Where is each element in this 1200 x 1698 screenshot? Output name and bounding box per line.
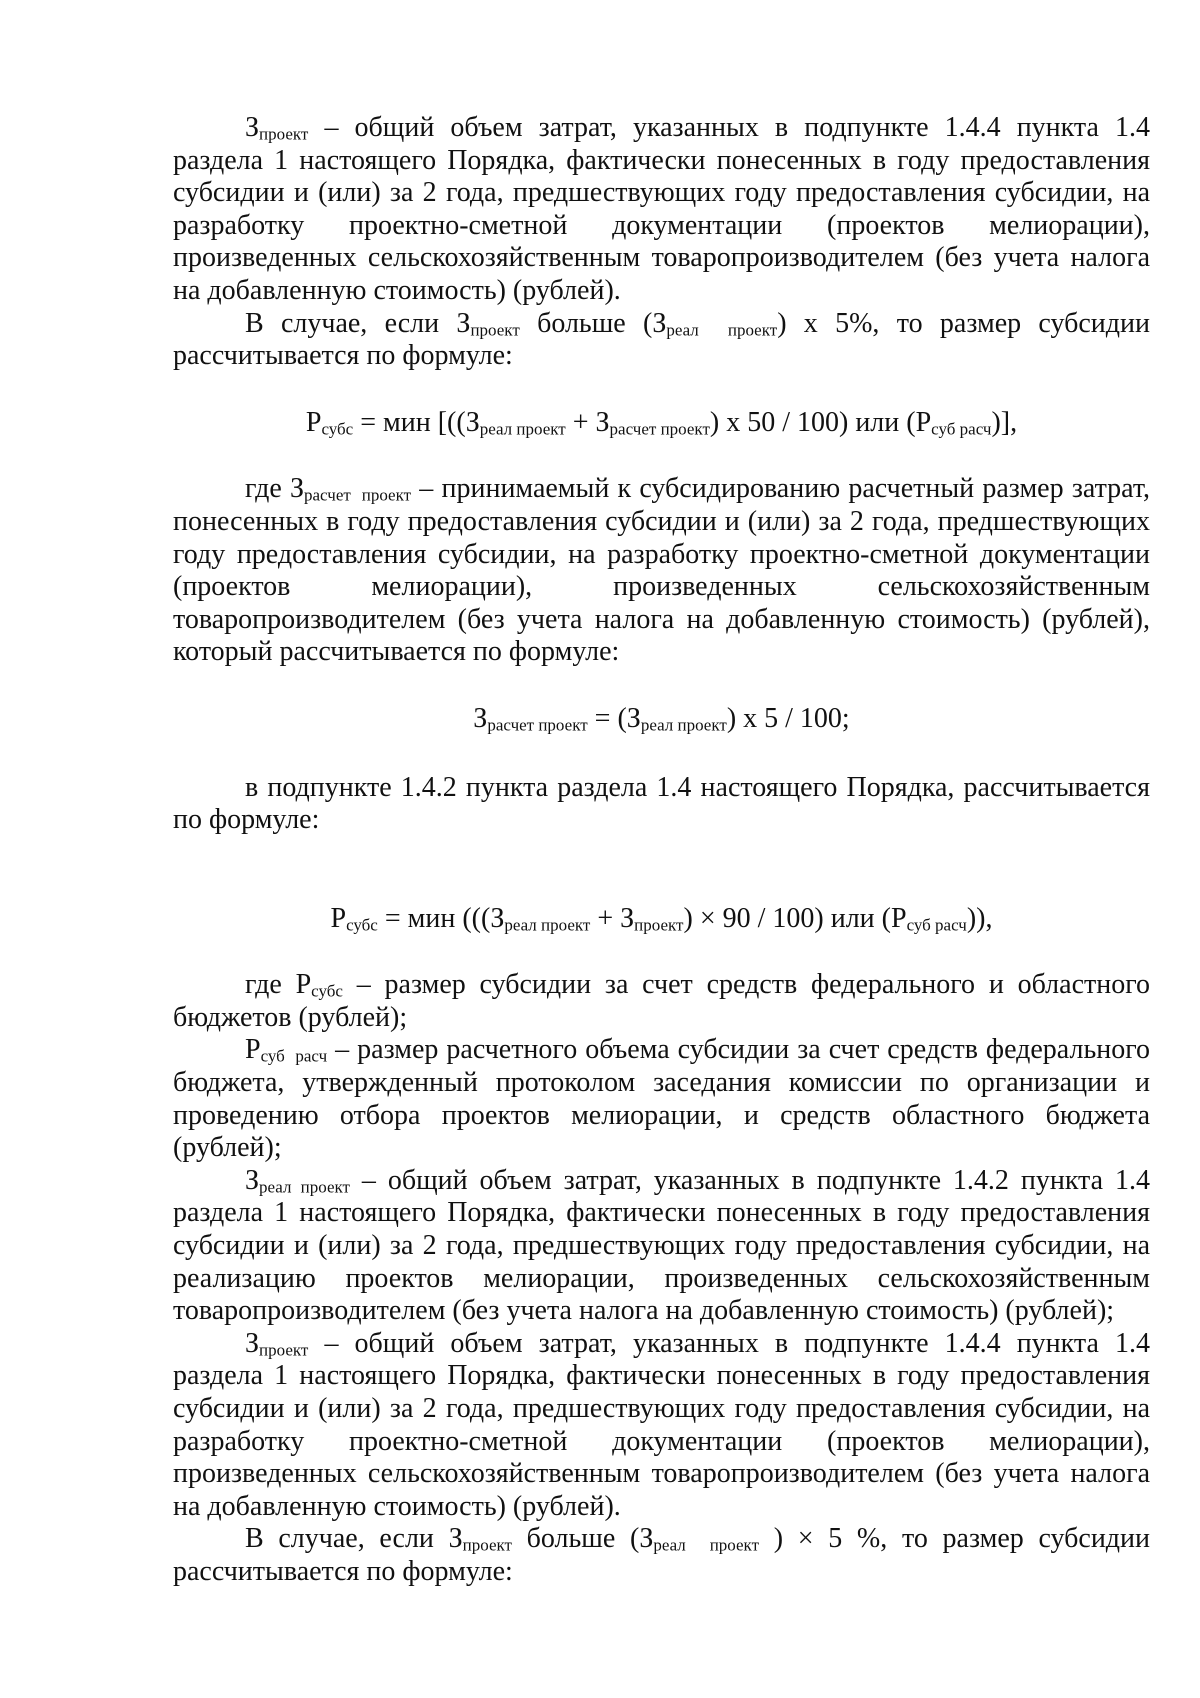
symbol-letter: Р	[245, 1034, 261, 1066]
symbol-subscript: суб расч	[931, 419, 992, 439]
paragraph-text: больше (	[519, 307, 653, 339]
symbol-subscript: реал проект	[504, 915, 591, 935]
paragraph-text: где	[245, 473, 290, 505]
symbol-letter: З	[639, 1523, 654, 1555]
symbol-subscript: реал проект	[653, 1536, 760, 1556]
symbol-letter: З	[456, 307, 471, 339]
formula-text: ) × 90 / 100) или (	[683, 902, 891, 934]
symbol-subscript: суб расч	[260, 1047, 328, 1067]
symbol-subscript: суб расч	[906, 915, 967, 935]
symbol-subscript: расчет проект	[609, 419, 710, 439]
paragraph-text: В случае, если	[245, 307, 457, 339]
paragraph-r-subs-definition	[173, 969, 1150, 1034]
formula-text: )],	[991, 406, 1018, 438]
formula-z-raschet	[173, 703, 1150, 736]
paragraph-text: ) × 5 %, то размер субсидии рассчитывается по формуле:	[173, 1523, 1151, 1587]
spacer	[173, 373, 1150, 407]
spacer	[173, 837, 1150, 903]
paragraph-subpoint-1-4-2	[173, 772, 1150, 837]
symbol-letter: З	[465, 406, 480, 438]
formula-text: ) х 5 / 100;	[726, 702, 850, 734]
paragraph-condition-2	[173, 1523, 1150, 1588]
symbol-subscript: расчет проект	[304, 486, 412, 506]
spacer	[173, 935, 1150, 969]
symbol-subscript: реал проект	[479, 419, 566, 439]
symbol-subscript: проект	[462, 1536, 512, 1556]
paragraph-text: – общий объем затрат, указанных в подпункте 1.4.2 пункта 1.4 раздела 1 настоящего Порядка, фактически понесенных в году предоставления субсидии и (или) за 2 года, предшествующих году предоставления субсидии, на реализацию проектов мелиорации, произведенных сельскохозяйственным товаропроизводителем (без учета налога на добавленную стоимость) (рублей);	[173, 1164, 1150, 1327]
symbol-letter: Р	[915, 406, 932, 438]
symbol-letter: З	[289, 473, 305, 505]
paragraph-text: в подпункте 1.4.2 пункта раздела 1.4 настоящего Порядка, рассчитывается по формуле:	[173, 771, 1150, 836]
formula-text: = мин (((	[377, 902, 491, 934]
formula-text: +	[565, 406, 596, 438]
symbol-subscript: субс	[311, 982, 343, 1002]
paragraph-z-proekt-definition-2	[173, 1328, 1150, 1524]
paragraph-z-raschet-definition	[173, 473, 1150, 669]
symbol-letter: З	[245, 112, 260, 143]
paragraph-text: – размер расчетного объема субсидии за счет средств федерального бюджета, утвержденный протоколом заседания комиссии по организации и проведению отбора проектов мелиорации, и средств областного бюджета (рублей);	[173, 1034, 1150, 1164]
symbol-letter: Р	[330, 902, 347, 934]
paragraph-text: где	[245, 969, 296, 1001]
symbol-letter: З	[626, 702, 641, 734]
symbol-subscript: проект	[259, 1340, 309, 1360]
symbol-subscript: реал проект	[259, 1177, 350, 1197]
symbol-letter: Р	[890, 902, 907, 934]
formula-r-subs-90	[173, 903, 1150, 936]
symbol-letter: Р	[295, 969, 312, 1001]
paragraph-z-real-definition	[173, 1165, 1150, 1328]
symbol-letter: З	[595, 406, 610, 438]
spacer	[173, 439, 1150, 473]
paragraph-text: ) х 5%, то размер субсидии рассчитывается по формуле:	[173, 307, 1150, 372]
symbol-subscript: расчет проект	[487, 715, 588, 735]
symbol-subscript: субс	[321, 419, 354, 439]
symbol-subscript: проект	[470, 320, 520, 340]
document-page	[173, 112, 1150, 1589]
symbol-letter: З	[245, 1327, 260, 1359]
formula-text: = (	[587, 702, 627, 734]
symbol-subscript: реал проект	[640, 715, 727, 735]
formula-text: )),	[966, 902, 993, 934]
symbol-subscript: реал проект	[666, 320, 778, 340]
formula-text: ) х 50 / 100) или (	[709, 406, 916, 438]
paragraph-text: – общий объем затрат, указанных в подпункте 1.4.4 пункта 1.4 раздела 1 настоящего Порядка, фактически понесенных в году предоставления субсидии и (или) за 2 года, предшествующих году предоставления субсидии, на разработку проектно-сметной документации (проектов мелиорации), произведенных сельскохозяйственным товаропроизводителем (без учета налога на добавленную стоимость) (рублей).	[173, 1327, 1150, 1522]
spacer	[173, 736, 1150, 772]
formula-text: = мин [((	[353, 406, 466, 438]
paragraph-text: – общий объем затрат, указанных в подпункте 1.4.4 пункта 1.4 раздела 1 настоящего Порядка, фактически понесенных в году предоставления субсидии и (или) за 2 года, предшествующих году предоставления субсидии, на разработку проектно-сметной документации (проектов мелиорации), произведенных сельскохозяйственным товаропроизводителем (без учета налога на добавленную стоимость) (рублей).	[173, 112, 1150, 306]
formula-text: +	[590, 902, 621, 934]
symbol-letter: З	[652, 307, 667, 339]
paragraph-text: – размер субсидии за счет средств федерального и областного бюджетов (рублей);	[173, 969, 1151, 1033]
symbol-subscript: проект	[634, 915, 684, 935]
paragraph-condition	[173, 308, 1150, 373]
symbol-letter: З	[473, 702, 488, 734]
symbol-letter: З	[245, 1164, 260, 1196]
formula-r-subs-50	[173, 407, 1150, 440]
symbol-letter: З	[448, 1523, 463, 1555]
paragraph-text: В случае, если	[245, 1523, 449, 1555]
paragraph-text: – принимаемый к субсидированию расчетный размер затрат, понесенных в году предоставления субсидии и (или) за 2 года, предшествующих году предоставления субсидии, на разработку проектно-сметной документации (проектов мелиорации), произведенных сельскохозяйственным товаропроизводителем (без учета налога на добавленную стоимость) (рублей), который рассчитывается по формуле:	[173, 473, 1150, 668]
paragraph-r-sub-rasch-definition	[173, 1034, 1150, 1164]
symbol-letter: Р	[305, 406, 322, 438]
symbol-subscript: проект	[259, 124, 309, 144]
paragraph-text: больше (	[511, 1523, 640, 1555]
symbol-letter: З	[620, 902, 635, 934]
paragraph-z-proekt-definition	[173, 112, 1150, 308]
symbol-subscript: субс	[346, 915, 378, 935]
symbol-letter: З	[490, 902, 505, 934]
spacer	[173, 669, 1150, 703]
